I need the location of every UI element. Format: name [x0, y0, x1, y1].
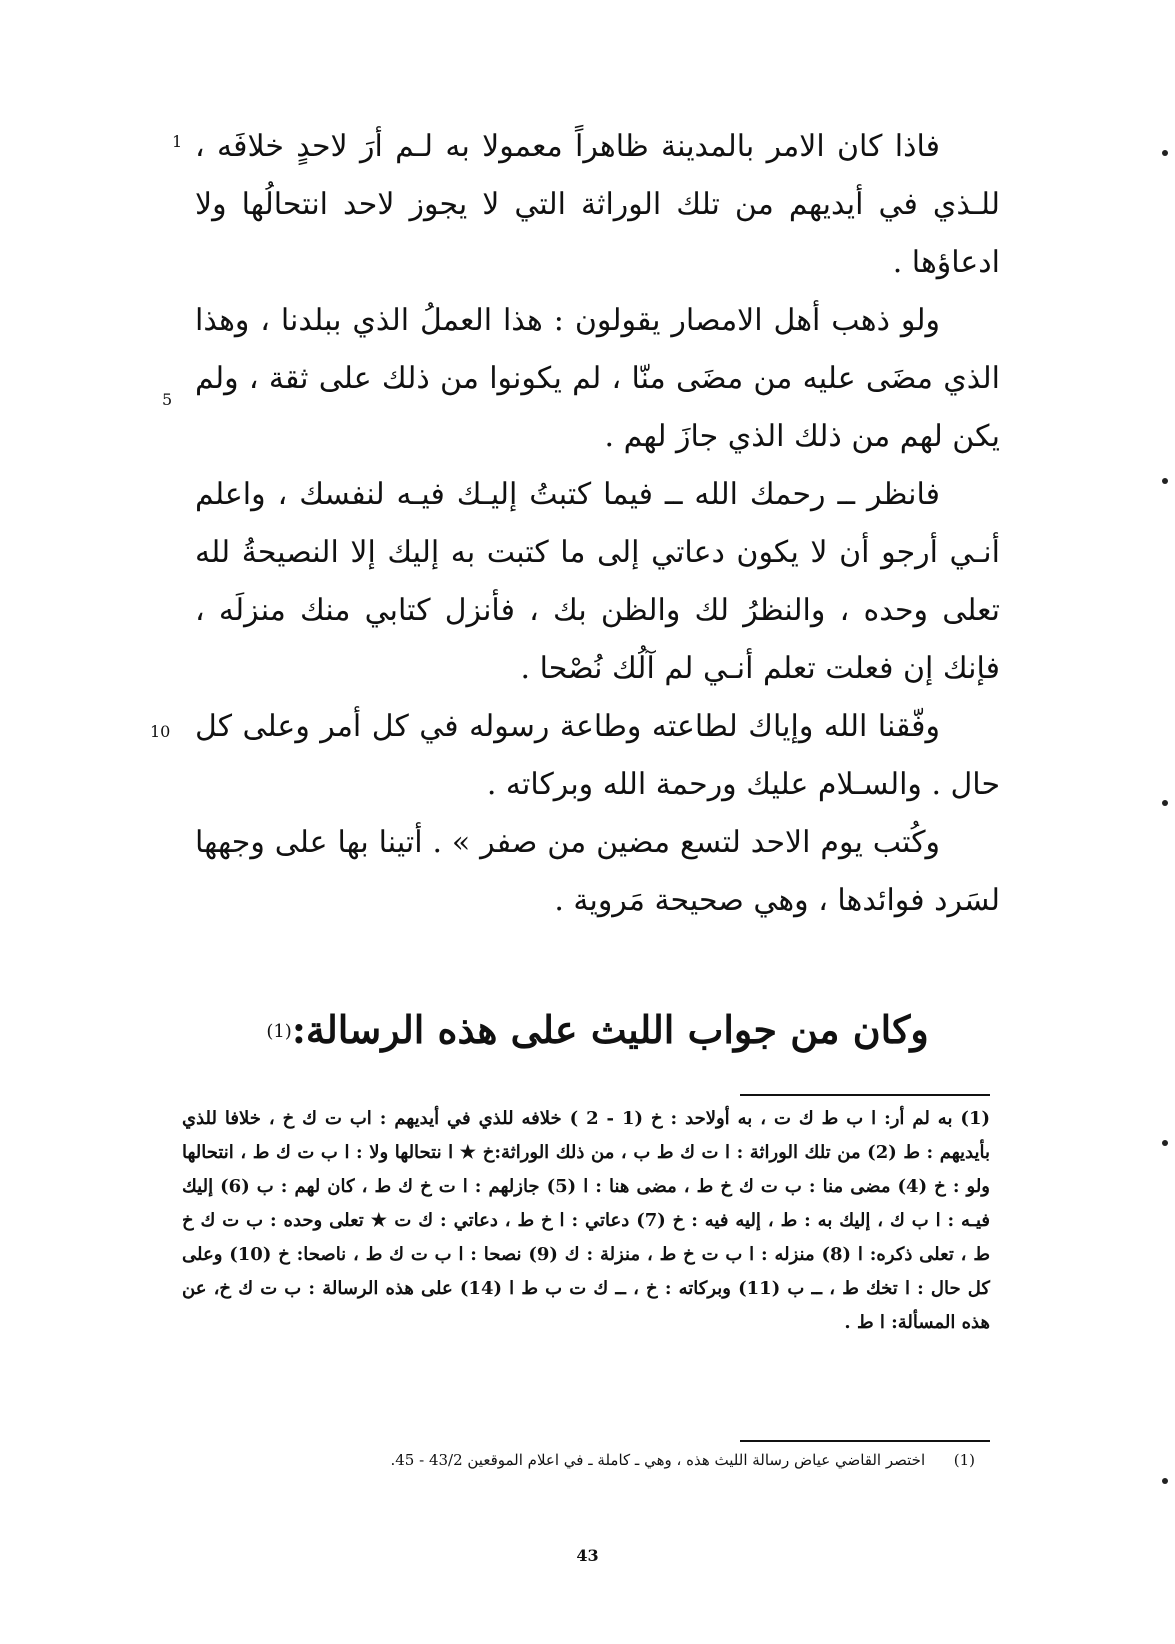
apparatus-rule	[740, 1094, 990, 1096]
footnote	[215, 1448, 975, 1472]
margin-mark	[1162, 1478, 1168, 1484]
paragraph-3: فانظر ــ رحمك الله ــ فيما كتبتُ إليـك فيـه لنفسك ، واعلم أنـي أرجو أن لا يكون دعاتي إلى ما كتبت به إليك إلا النصيحةُ لله تعلى وحده ، والنظرُ لك والظن بك ، فأنزل كتابي منك منزلَه ، فإنك إن فعلت تعلم أنـي لم آلُك نُصْحا .	[195, 477, 1000, 686]
heading-text: وكان من جواب الليث على هذه الرسالة:	[291, 1007, 929, 1052]
line-number-10: 10	[150, 722, 171, 741]
critical-apparatus: (1) به لم أر: ا ب ط ك ت ، به أولاحد : خ (1 - 2 ) خلافه للذي في أيديهم : اب ت ك خ ، خلافا للذي بأيديهم : ط (2) من تلك الوراثة : ا ت ك ط ب ، من ذلك الوراثة:خ ★ ا نتحالها ولا : ا ب ت ك ط ، انتحالها ولو : خ (4) مضى منا : ب ت ك خ ط ، مضى هنا : ا (5) جازلهم : ا ت خ ك ط ، كان لهم : ب (6) إليك فيـه : ا ب ك ، إليك به : ط ، إليه فيه : خ (7) دعاتي : ا خ ط ، دعاتي : ك ت ★ تعلى وحده : ب ت ك خ ط ، تعلى ذكره: ا (8) منزله : ا ب ت خ ط ، منزلة : ك (9) نصحا : ا ب ت ك ط ، ناصحا: خ (10) وعلى كل حال : ا تخك ط ، ــ ب (11) وبركاته : خ ، ــ ك ت ب ط ا (14) على هذه الرسالة : ب ت ك خ، عن هذه المسألة: ا ط .	[182, 1108, 991, 1333]
footnote-rule	[740, 1440, 990, 1442]
heading-note-ref: (1)	[266, 1021, 292, 1042]
margin-mark	[1162, 150, 1168, 156]
footnote-marker: (1)	[953, 1451, 975, 1469]
page-number: 43	[576, 1546, 599, 1565]
line-number-5: 5	[162, 390, 173, 409]
margin-mark	[1162, 800, 1168, 806]
main-text	[195, 118, 1000, 930]
paragraph-1: فاذا كان الامر بالمدينة ظاهراً معمولا به لـم أرَ لاحدٍ خلافَه ، للـذي في أيديهم من تلك الوراثة التي لا يجوز لاحد انتحالُها ولا ادعاؤها .	[195, 129, 1000, 280]
paragraph-5: وكُتب يوم الاحد لتسع مضين من صفر » . أتينا بها على وجهها لسَرد فوائدها ، وهي صحيحة مَروية .	[195, 825, 1000, 918]
paragraph-4: وفّقنا الله وإياك لطاعته وطاعة رسوله في كل أمر وعلى كل حال . والسـلام عليك ورحمة الله وبركاته .	[195, 709, 1000, 802]
margin-mark	[1162, 1140, 1168, 1146]
paragraph-2: ولو ذهب أهل الامصار يقولون : هذا العملُ الذي ببلدنا ، وهذا الذي مضَى عليه من مضَى منّا ، لم يكونوا من ذلك على ثقة ، ولم يكن لهم من ذلك الذي جازَ لهم .	[195, 303, 1000, 454]
margin-mark	[1162, 478, 1168, 484]
line-number-1: 1	[172, 132, 183, 151]
section-heading	[195, 1000, 1000, 1060]
footnote-text: اختصر القاضي عياض رسالة الليث هذه ، وهي ـ كاملة ـ في اعلام الموقعين 43/2 - 45.	[390, 1451, 926, 1469]
